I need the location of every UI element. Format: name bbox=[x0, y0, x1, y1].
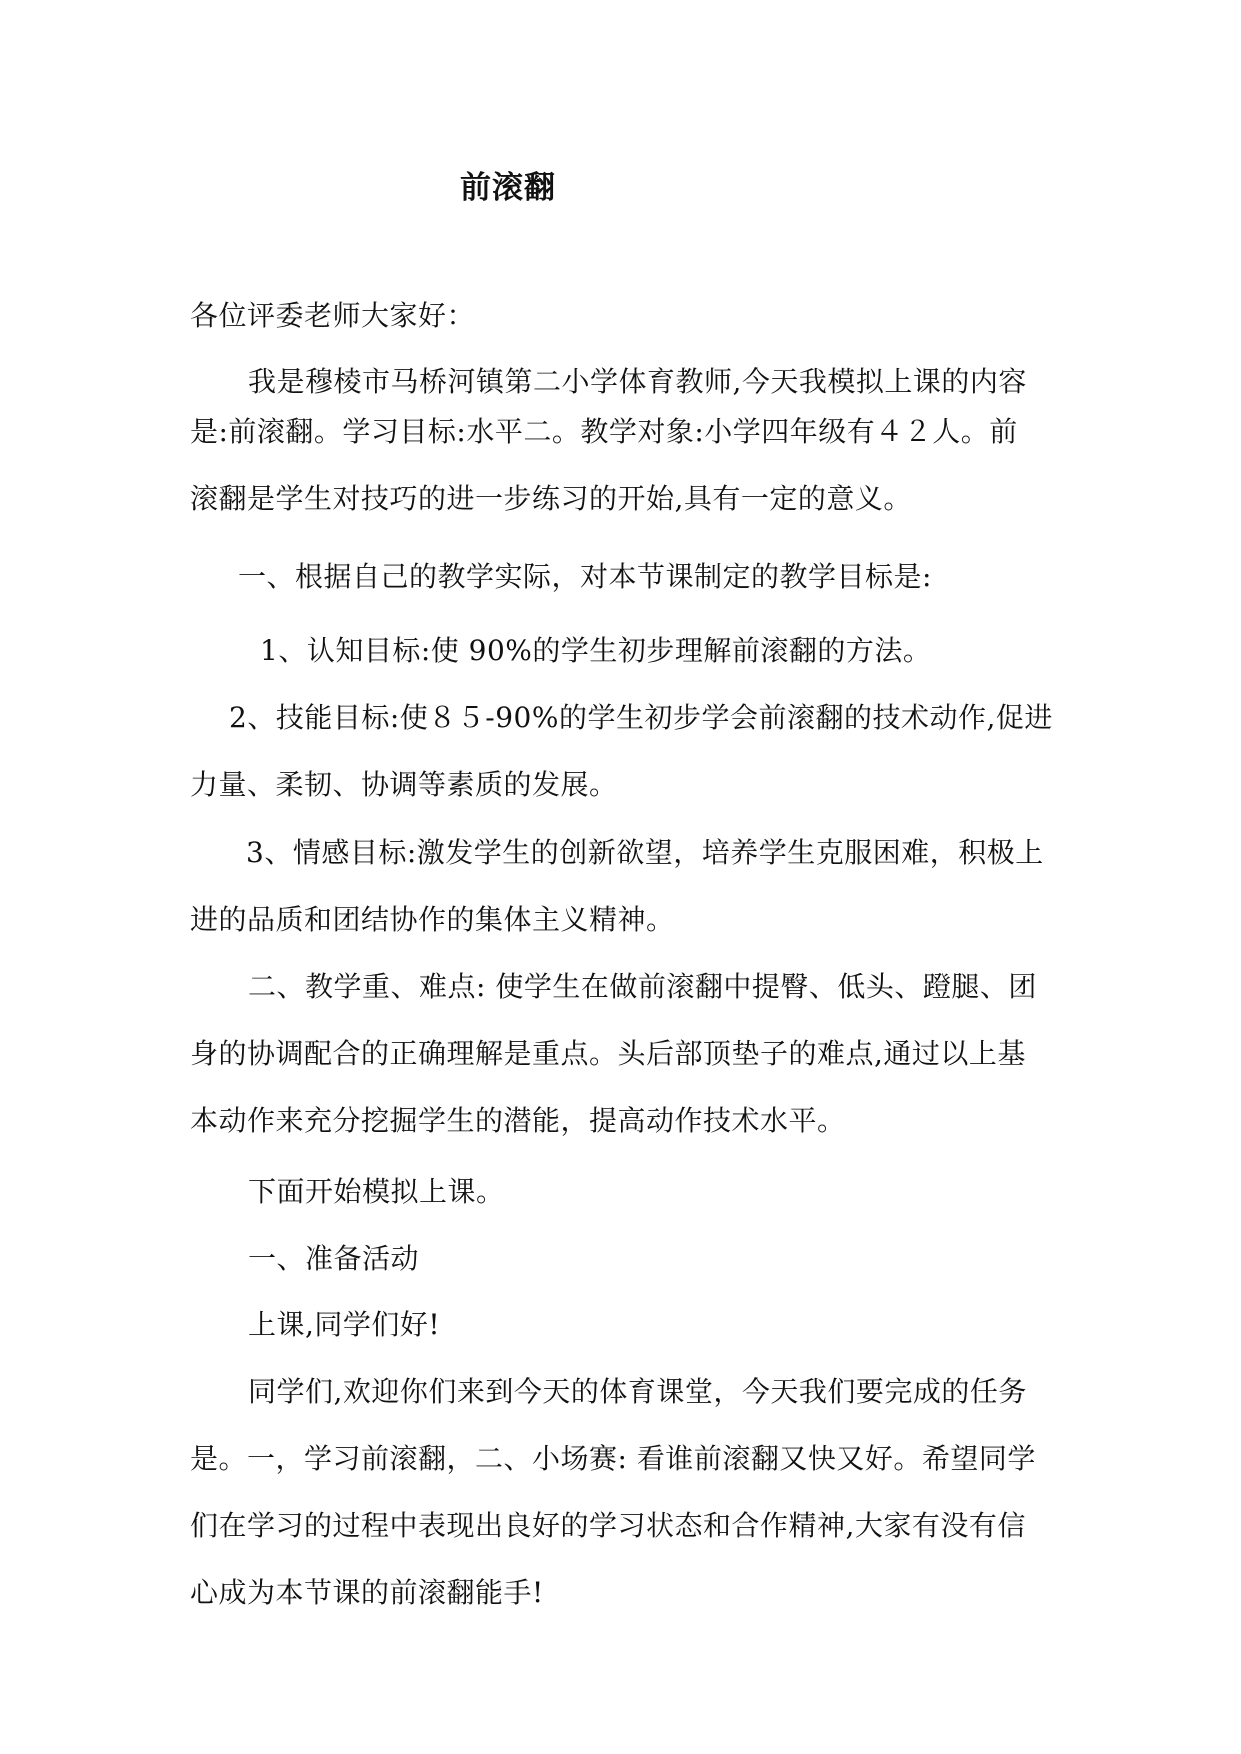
text-line: 一、准备活动 bbox=[248, 1242, 420, 1275]
text-line: 进的品质和团结协作的集体主义精神。 bbox=[190, 903, 675, 936]
text-line: 身的协调配合的正确理解是重点。头后部顶垫子的难点,通过以上基 bbox=[190, 1037, 1026, 1070]
text-line: 1、认知目标:使 90%的学生初步理解前滚翻的方法。 bbox=[260, 634, 932, 667]
text-line: 3、情感目标:激发学生的创新欲望，培养学生克服困难，积极上 bbox=[246, 836, 1044, 869]
text-line: 一、根据自己的教学实际，对本节课制定的教学目标是: bbox=[238, 560, 932, 593]
text-line: 二、教学重、难点: 使学生在做前滚翻中提臀、低头、蹬腿、团 bbox=[248, 970, 1037, 1003]
text-line: 各位评委老师大家好： bbox=[190, 299, 476, 332]
text-line: 2、技能目标:使８５-90%的学生初步学会前滚翻的技术动作,促进 bbox=[229, 701, 1053, 734]
text-line: 是:前滚翻。学习目标:水平二。教学对象:小学四年级有４２人。前 bbox=[190, 415, 1018, 448]
text-line: 滚翻是学生对技巧的进一步练习的开始,具有一定的意义。 bbox=[190, 482, 912, 515]
text-line: 同学们,欢迎你们来到今天的体育课堂，今天我们要完成的任务 bbox=[248, 1375, 1027, 1408]
text-line: 我是穆棱市马桥河镇第二小学体育教师,今天我模拟上课的内容 bbox=[248, 365, 1027, 398]
text-line: 心成为本节课的前滚翻能手! bbox=[190, 1576, 544, 1609]
text-line: 力量、柔韧、协调等素质的发展。 bbox=[190, 768, 618, 801]
text-line: 本动作来充分挖掘学生的潜能，提高动作技术水平。 bbox=[190, 1104, 846, 1137]
text-line: 下面开始模拟上课。 bbox=[248, 1175, 505, 1208]
document-title: 前滚翻 bbox=[460, 170, 556, 206]
text-line: 上课,同学们好! bbox=[248, 1308, 441, 1341]
text-line: 们在学习的过程中表现出良好的学习状态和合作精神,大家有没有信 bbox=[190, 1509, 1026, 1542]
text-line: 是。一，学习前滚翻，二、小场赛: 看谁前滚翻又快又好。希望同学 bbox=[190, 1442, 1036, 1475]
